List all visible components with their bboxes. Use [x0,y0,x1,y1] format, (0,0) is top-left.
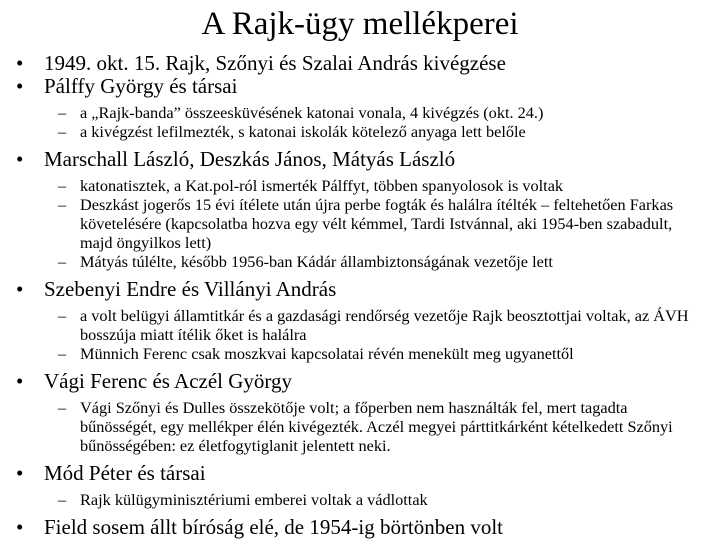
bullet-item: • Field sosem állt bíróság elé, de 1954-ig börtönben volt [0,516,720,539]
bullet-item: • 1949. okt. 15. Rajk, Szőnyi és Szalai András kivégzése [0,52,720,75]
sub-bullet-item: – katonatisztek, a Kat.pol-ról ismerték Pálffyt, többen spanyolosok is voltak [0,176,720,195]
bullet-list [0,52,720,539]
bullet-item: • Mód Péter és társai [0,462,720,485]
slide-title: A Rajk-ügy mellékperei [201,6,519,42]
sub-bullet-item: – Münnich Ferenc csak moszkvai kapcsolatai révén menekült meg ugyanettől [0,344,720,363]
sub-bullet-item: – Deszkást jogerős 15 évi ítélete után újra perbe fogták és halálra ítélték – feltehetően Farkas követelésére (kapcsolatba hozva egy vélt kémmel, Tardi Istvánnal, aki 1954-ben szabadult, majd öngyilkos lett) [0,195,720,252]
sub-bullet-item: – a kivégzést lefilmezték, s katonai iskolák kötelező anyaga lett belőle [0,122,720,141]
sub-bullet-item: – a volt belügyi államtitkár és a gazdasági rendőrség vezetője Rajk beosztottjai voltak, az ÁVH bosszúja miatt ítélik őket is halálra [0,306,720,344]
bullet-item: • Marschall László, Deszkás János, Mátyás László [0,148,720,171]
sub-bullet-item: – a „Rajk-banda” összeesküvésének katonai vonala, 4 kivégzés (okt. 24.) [0,103,720,122]
sub-bullet-item: – Rajk külügyminisztériumi emberei voltak a vádlottak [0,490,720,509]
bullet-item: • Pálffy György és társai [0,75,720,98]
sub-bullet-item: – Vági Szőnyi és Dulles összekötője volt; a főperben nem használták fel, mert tagadta bűnösségét, egy mellékper élén kivégezték. Aczél megyei párttitkárként kételkedett Szőnyi bűnösségében: ez életfogytiglanit jelentett neki. [0,398,720,455]
sub-bullet-item: – Mátyás túlélte, később 1956-ban Kádár állambiztonságának vezetője lett [0,252,720,271]
bullet-item: • Szebenyi Endre és Villányi András [0,278,720,301]
bullet-item: • Vági Ferenc és Aczél György [0,370,720,393]
